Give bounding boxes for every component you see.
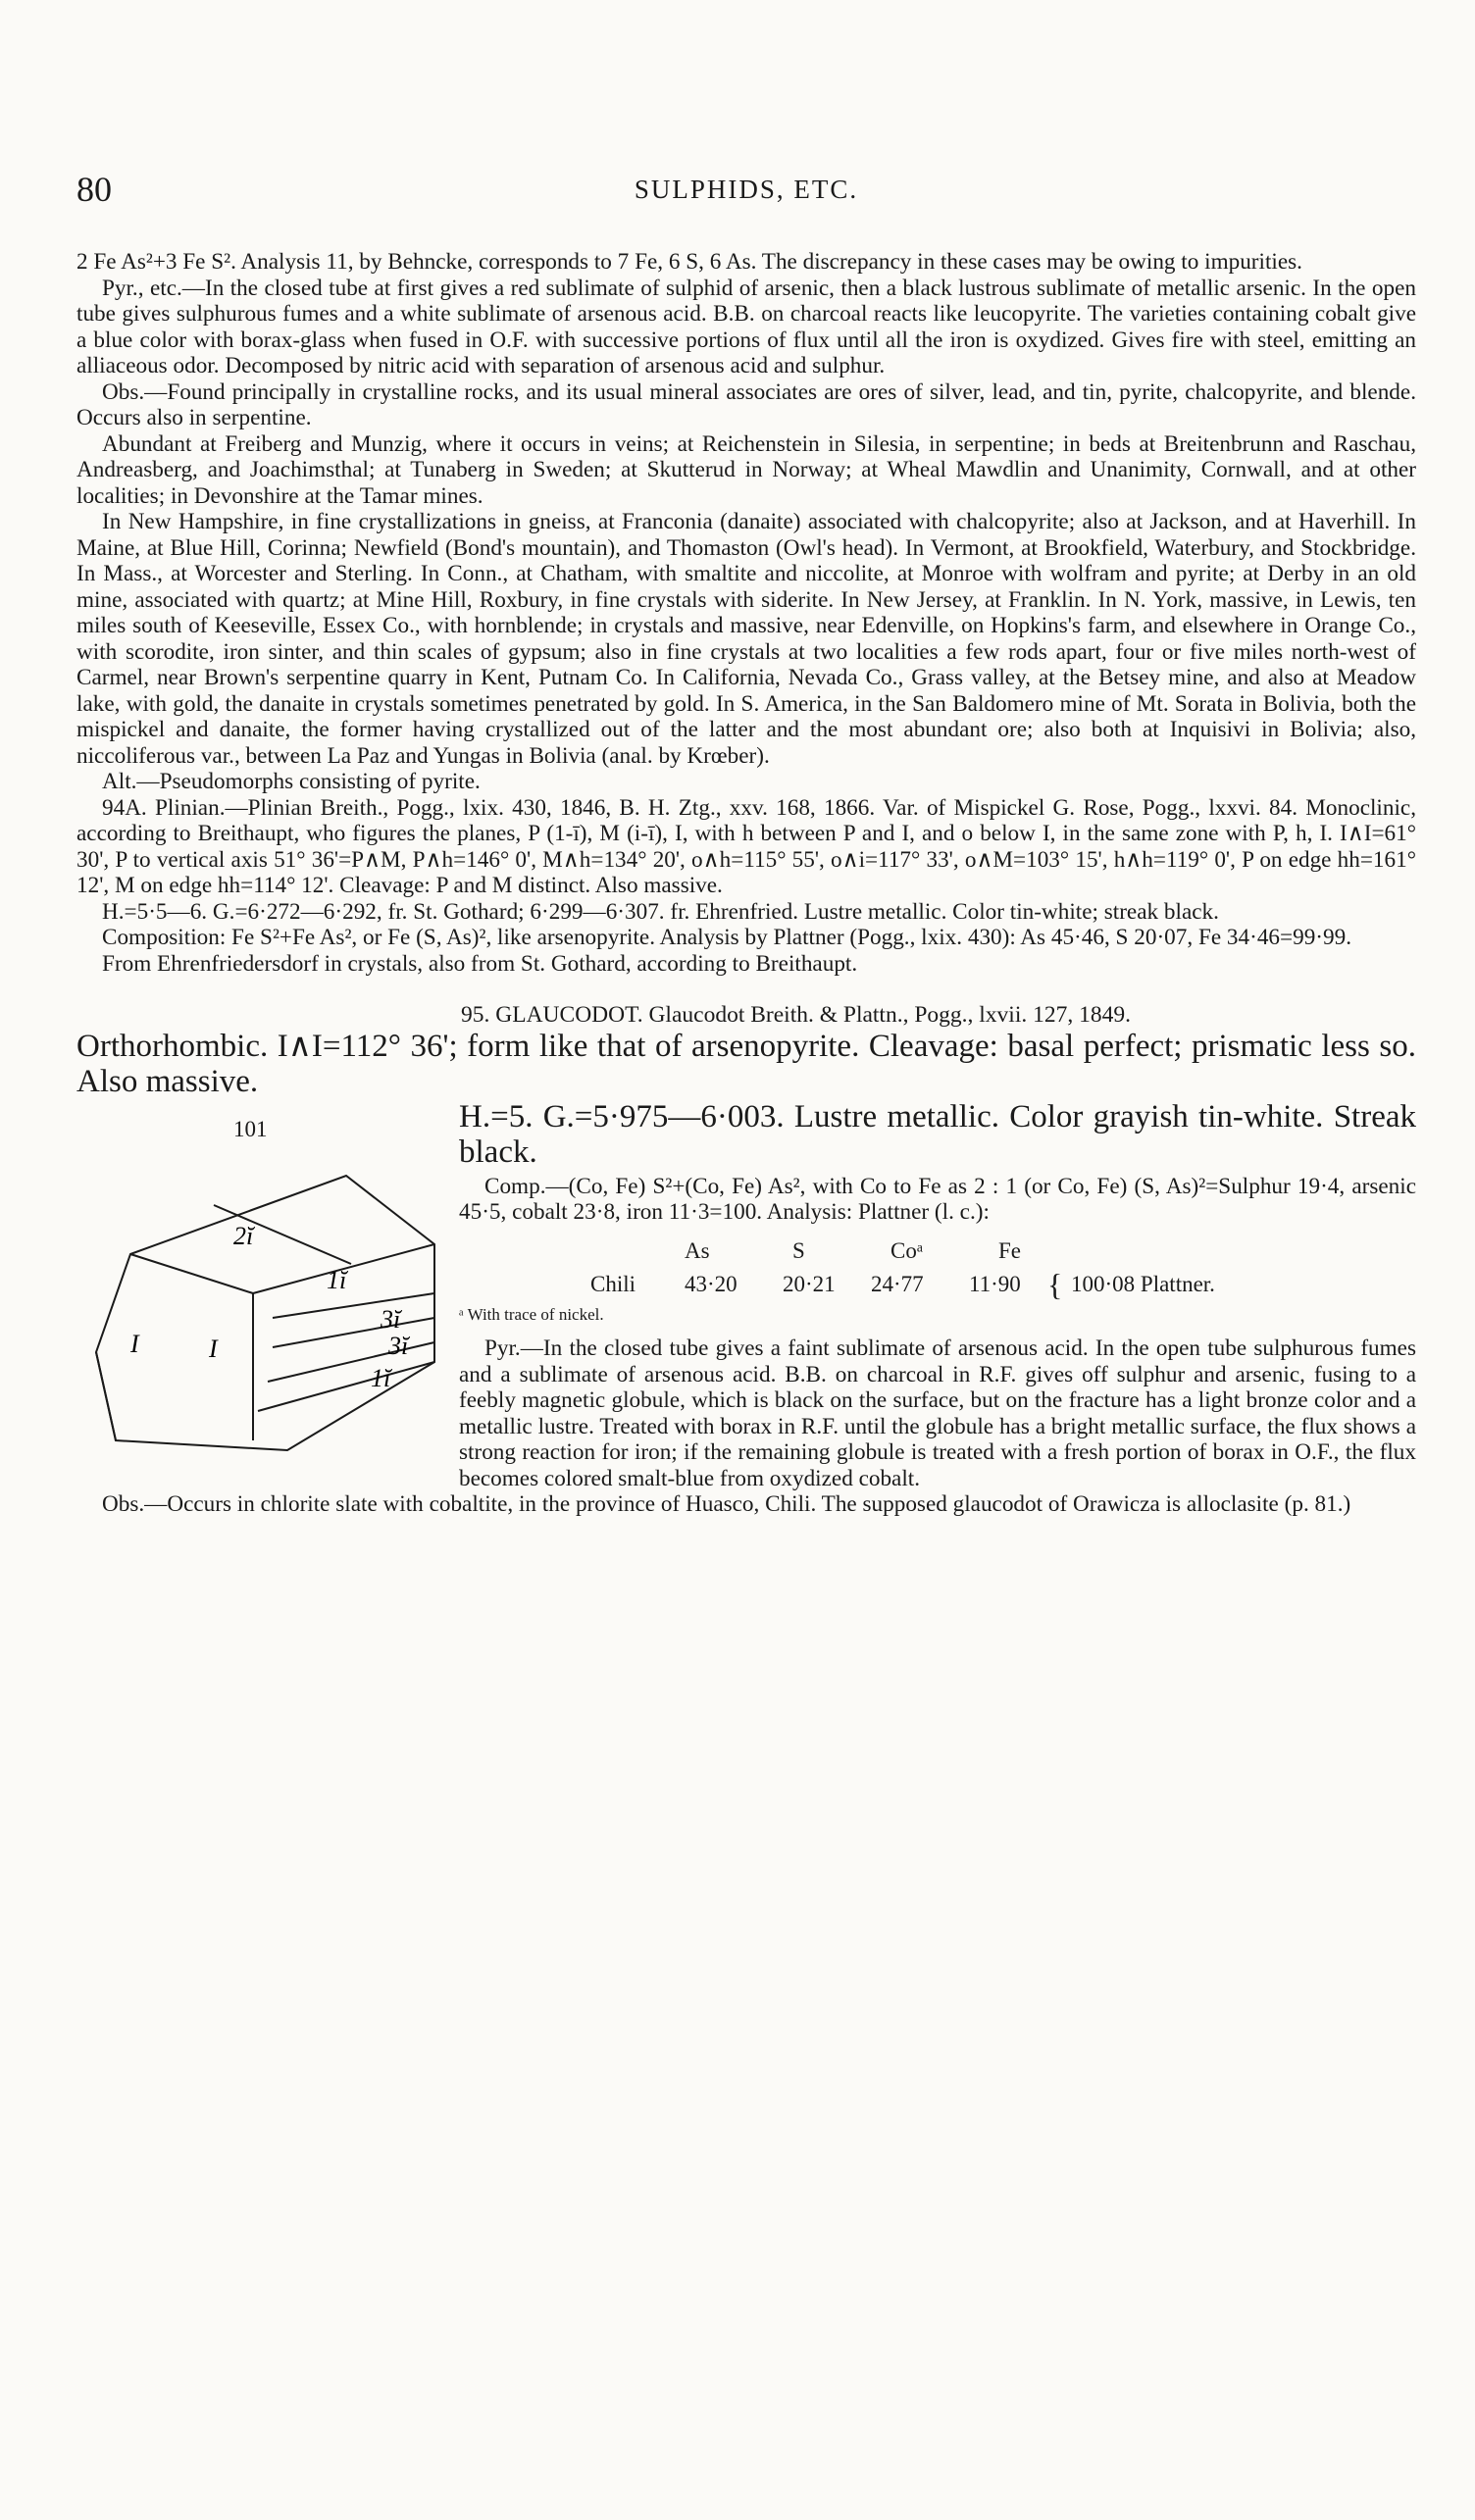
crystal-edge	[258, 1362, 434, 1411]
analysis-footnote: ᵃ With trace of nickel.	[459, 1304, 604, 1324]
analysis-total: 100·08 Plattner.	[1071, 1272, 1215, 1297]
paragraph-plinian-composition: Composition: Fe S²+Fe As², or Fe (S, As)², like arsenopyrite. Analysis by Plattner (Pogg., lxix. 430): As 45·46, S 20·07, Fe 34·46=99·99.	[102, 925, 1351, 950]
analysis-value: 20·21	[783, 1272, 836, 1297]
entry-heading-glaucodot: 95. GLAUCODOT. Glaucodot Breith. & Plattn., Pogg., lxvii. 127, 1849.	[461, 1002, 1131, 1028]
face-label: I	[209, 1334, 218, 1363]
analysis-brace: {	[1047, 1267, 1063, 1303]
glaucodot-composition: Comp.—(Co, Fe) S²+(Co, Fe) As², with Co to Fe as 2 : 1 (or Co, Fe) (S, As)²=Sulphur 19·4, arsenic 45·5, cobalt 23·8, iron 11·3=100. Analysis: Plattner (l. c.):	[459, 1173, 1416, 1225]
analysis-header: S	[792, 1238, 805, 1264]
analysis-header-row	[459, 1235, 1416, 1269]
glaucodot-physical-properties: H.=5. G.=5·975—6·003. Lustre metallic. Color grayish tin-white. Streak black.	[459, 1098, 1416, 1170]
paragraph-obs: Obs.—Found principally in crystalline rocks, and its usual mineral associates are ores of silver, lead, and tin, pyrite, chalcopyrite, and blende. Occurs also in serpentine.	[76, 378, 1416, 430]
page-body	[76, 249, 1416, 1518]
page-header	[76, 169, 1416, 212]
analysis-header: As	[685, 1238, 710, 1264]
paragraph-localities-america: In New Hampshire, in fine crystallizations in gneiss, at Franconia (danaite) associated with chalcopyrite; also at Jackson, and at Haverhill. In Maine, at Blue Hill, Corinna; Newfield (Bond's mountain), and Thomaston (Owl's head). In Vermont, at Brookfield, Waterbury, and Stockbridge. In Mass., at Worcester and Sterling. In Conn., at Chatham, with smaltite and niccolite, at Monroe with wolfram and pyrite; at Derby in an old mine, associated with quartz; at Mine Hill, Roxbury, in fine crystals with siderite. In New Jersey, at Franklin. In N. York, massive, in Lewis, ten miles south of Keeseville, Essex Co., with hornblende; in crystals and massive, near Edenville, on Hopkins's farm, and elsewhere in Orange Co., with scorodite, iron sinter, and thin scales of gypsum; also in fine crystals at two localities a few rods apart, four or five miles north-west of Carmel, near Brown's serpentine quarry in Kent, Putnam Co. In California, Nevada Co., Grass valley, at the Betsey mine, and also at Meadow lake, with gold, the danaite in crystals sometimes penetrated by gold. In S. America, in the San Baldomero mine of Mt. Sorata in Bolivia, both the mispickel and danaite, the former having crystallized out of the latter and the most abundant ore; also both at Inquisivi in Bolivia; also, niccoliferous var., between La Paz and Yungas in Bolivia (anal. by Krœber).	[76, 509, 1416, 769]
analysis-header: Coᵃ	[890, 1238, 924, 1264]
glaucodot-pyr: Pyr.—In the closed tube gives a faint sublimate of arsenous acid. In the open tube sulphurous fumes and a sublimate of arsenous acid. B.B. on charcoal in R.F. gives off sulphur and arsenic, fusing to a feebly magnetic globule, which is black on the surface, but on the fracture has a light bronze color and a metallic lustre. Treated with borax in R.F. until the globule has a bright metallic surface, the flux shows a strong reaction for iron; if the remaining globule is treated with a fresh portion of borax in O.F., the flux becomes colored smalt-blue from oxydized cobalt.	[459, 1336, 1416, 1491]
face-label: 3ĭ	[381, 1304, 401, 1334]
analysis-header: Fe	[998, 1238, 1021, 1264]
crystal-edge	[96, 1352, 116, 1440]
paragraph-localities-europe: Abundant at Freiberg and Munzig, where it occurs in veins; at Reichenstein in Silesia, in serpentine; in beds at Breitenbrunn and Raschau, Andreasberg, and Joachimsthal; at Tunaberg in Sweden; at Skutterud in Norway; at Wheal Mawdlin and Unanimity, Cornwall, and at other localities; in Devonshire at the Tamar mines.	[76, 430, 1416, 509]
face-label: 1ĭ	[327, 1265, 347, 1294]
paragraph-plinian-properties: H.=5·5—6. G.=6·272—6·292, fr. St. Gothard; 6·299—6·307. fr. Ehrenfried. Lustre metallic. Color tin-white; streak black.	[102, 898, 1219, 925]
crystal-drawing	[76, 1146, 439, 1470]
face-label: 1ĭ	[371, 1363, 391, 1392]
crystal-edge	[273, 1293, 434, 1318]
crystal-edge	[273, 1318, 434, 1347]
analysis-value: 24·77	[871, 1272, 924, 1297]
analysis-value: 43·20	[685, 1272, 738, 1297]
paragraph-plinian: 94A. Plinian.—Plinian Breith., Pogg., lxix. 430, 1846, B. H. Ztg., xxv. 168, 1866. Var. of Mispickel G. Rose, Pogg., lxxvi. 84. Monoclinic, according to Breithaupt, who figures the planes, P (1-ī), M (i-ī), I, with h between P and I, and o below I, in the same zone with P, h, I. I∧I=61° 30', P to vertical axis 51° 36'=P∧M, P∧h=146° 0', M∧h=134° 20', o∧h=115° 55', o∧i=117° 33', o∧M=103° 15', h∧h=119° 0', P on edge hh=161° 12', M on edge hh=114° 12'. Cleavage: P and M distinct. Also massive.	[76, 794, 1416, 898]
glaucodot-obs: Obs.—Occurs in chlorite slate with cobaltite, in the province of Huasco, Chili. The supposed glaucodot of Orawicza is alloclasite (p. 81.)	[102, 1491, 1351, 1517]
face-label: 3ĭ	[388, 1331, 409, 1360]
page-number: 80	[76, 170, 112, 209]
paragraph-alt: Alt.—Pseudomorphs consisting of pyrite.	[102, 769, 481, 794]
figure-number: 101	[233, 1116, 268, 1141]
paragraph-arsenopyrite-formula: 2 Fe As²+3 Fe S². Analysis 11, by Behncke, corresponds to 7 Fe, 6 S, 6 As. The discrepancy in these cases may be owing to impurities.	[76, 249, 1302, 275]
face-label: I	[130, 1329, 139, 1358]
crystal-figure	[76, 1113, 439, 1472]
paragraph-plinian-localities: From Ehrenfriedersdorf in crystals, also from St. Gothard, according to Breithaupt.	[102, 950, 858, 977]
crystal-edge	[130, 1254, 253, 1293]
face-label: 2ĭ	[233, 1221, 254, 1250]
glaucodot-crystallography: Orthorhombic. I∧I=112° 36'; form like that of arsenopyrite. Cleavage: basal perfect; prismatic less so. Also massive.	[76, 1028, 1416, 1099]
analysis-data-row	[459, 1269, 1416, 1302]
crystal-edge	[268, 1342, 434, 1382]
running-head: SULPHIDS, ETC.	[634, 175, 859, 204]
paragraph-pyr: Pyr., etc.—In the closed tube at first gives a red sublimate of sulphid of arsenic, then a black lustrous sublimate of metallic arsenic. In the open tube gives sulphurous fumes and a white sublimate of arsenous acid. B.B. on charcoal reacts like leucopyrite. The varieties containing cobalt give a blue color with borax-glass when fused in O.F. with successive portions of flux until all the iron is oxydized. Gives fire with steel, emitting an alliaceous odor. Decomposed by nitric acid with separation of arsenous acid and sulphur.	[76, 275, 1416, 378]
analysis-value: 11·90	[969, 1272, 1021, 1297]
analysis-row-label: Chili	[590, 1272, 636, 1297]
